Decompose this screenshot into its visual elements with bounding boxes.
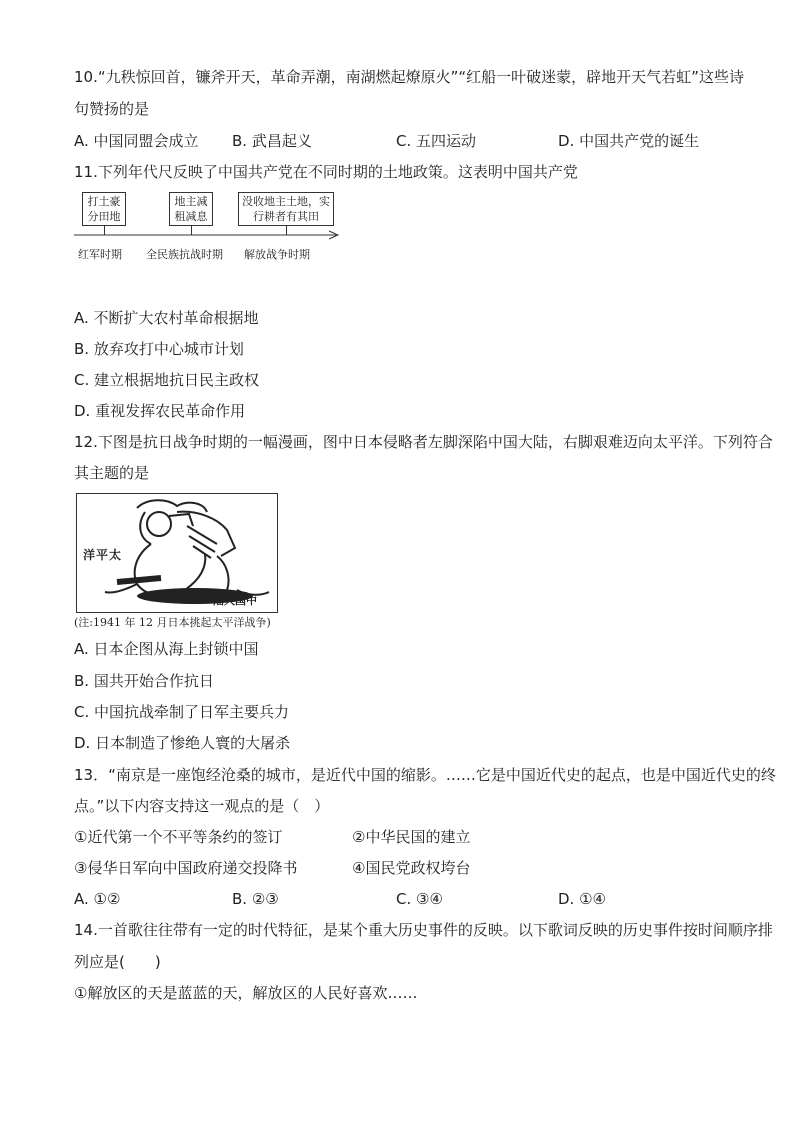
q13-item-3: ③侵华日军向中国政府递交投降书 <box>74 859 298 877</box>
timeline-box-3 <box>238 192 334 226</box>
timeline-label-3: 解放战争时期 <box>244 248 310 261</box>
q13-option-b[interactable]: B. ②③ <box>232 890 279 908</box>
q14-stem-line1: 14.一首歌往往带有一定的时代特征，是某个重大历史事件的反映。以下歌词反映的历史事件按时间顺序排 <box>74 921 773 939</box>
q10-options <box>74 131 734 151</box>
q13-option-a[interactable]: A. ①② <box>74 890 121 908</box>
timeline-box-1-line1: 打土豪 <box>87 195 121 208</box>
q12-note: (注:1941 年 12 月日本挑起太平洋战争) <box>74 616 271 629</box>
q11-option-c[interactable]: C. 建立根据地抗日民主政权 <box>74 371 260 389</box>
q13-option-d[interactable]: D. ①④ <box>558 890 606 908</box>
timeline-box-3-line2: 行耕者有其田 <box>253 210 319 223</box>
q13-item-2: ②中华民国的建立 <box>352 828 471 846</box>
q13-stem-line1: 13．“南京是一座饱经沧桑的城市，是近代中国的缩影。……它是中国近代史的起点，也是中国近代史的终 <box>74 766 776 784</box>
q13-item-4: ④国民党政权垮台 <box>352 859 471 877</box>
timeline-label-2: 全民族抗战时期 <box>146 248 223 261</box>
q12-stem-line2: 其主题的是 <box>74 464 150 482</box>
timeline-box-1 <box>82 192 126 226</box>
q13-options <box>74 889 674 909</box>
q12-stem-line1: 12.下图是抗日战争时期的一幅漫画，图中日本侵略者左脚深陷中国大陆，右脚艰难迈向太平洋。下列符合 <box>74 433 773 451</box>
timeline-axis-arrow <box>74 230 344 240</box>
q11-stem: 11.下列年代尺反映了中国共产党在不同时期的土地政策。这表明中国共产党 <box>74 163 578 181</box>
q13-items-row2 <box>74 858 674 878</box>
q12-option-b[interactable]: B. 国共开始合作抗日 <box>74 672 214 690</box>
q12-option-a[interactable]: A. 日本企图从海上封锁中国 <box>74 640 259 658</box>
q11-timeline <box>74 192 344 264</box>
timeline-box-2 <box>169 192 213 226</box>
q13-items-row1 <box>74 827 674 847</box>
q12-option-d[interactable]: D. 日本制造了惨绝人寰的大屠杀 <box>74 734 291 752</box>
q10-option-a[interactable]: A. 中国同盟会成立 <box>74 132 199 150</box>
q10-stem-line1: 10.“九秩惊回首，镰斧开天，革命弄潮，南湖燃起燎原火”“红船一叶破迷蒙，辟地开天气若虹”这些诗 <box>74 68 744 86</box>
q14-item-1: ①解放区的天是蓝蓝的天，解放区的人民好喜欢…… <box>74 984 418 1002</box>
q12-option-c[interactable]: C. 中国抗战牵制了日军主要兵力 <box>74 703 290 721</box>
q10-option-d[interactable]: D. 中国共产党的诞生 <box>558 132 700 150</box>
q10-stem-line2: 句赞扬的是 <box>74 100 150 118</box>
timeline-box-1-line2: 分田地 <box>87 210 121 223</box>
q11-option-a[interactable]: A. 不断扩大农村革命根据地 <box>74 309 259 327</box>
q13-stem-line2: 点。”以下内容支持这一观点的是（ ） <box>74 797 330 815</box>
timeline-box-2-line1: 地主减 <box>174 195 208 208</box>
cartoon-label-mainland: 陆大国中 <box>213 594 257 607</box>
q11-option-d[interactable]: D. 重视发挥农民革命作用 <box>74 402 246 420</box>
timeline-box-2-line2: 租减息 <box>174 210 208 223</box>
timeline-box-3-line1: 没收地主土地，实 <box>242 195 330 208</box>
q13-option-c[interactable]: C. ③④ <box>396 890 443 908</box>
q14-stem-line2: 列应是( ) <box>74 953 161 971</box>
q13-item-1: ①近代第一个不平等条约的签订 <box>74 828 283 846</box>
cartoon-label-pacific: 洋平太 <box>83 548 123 562</box>
q12-cartoon-image <box>76 493 278 613</box>
q11-option-b[interactable]: B. 放弃攻打中心城市计划 <box>74 340 244 358</box>
timeline-label-1: 红军时期 <box>78 248 122 261</box>
q10-option-c[interactable]: C. 五四运动 <box>396 132 477 150</box>
q10-option-b[interactable]: B. 武昌起义 <box>232 132 312 150</box>
